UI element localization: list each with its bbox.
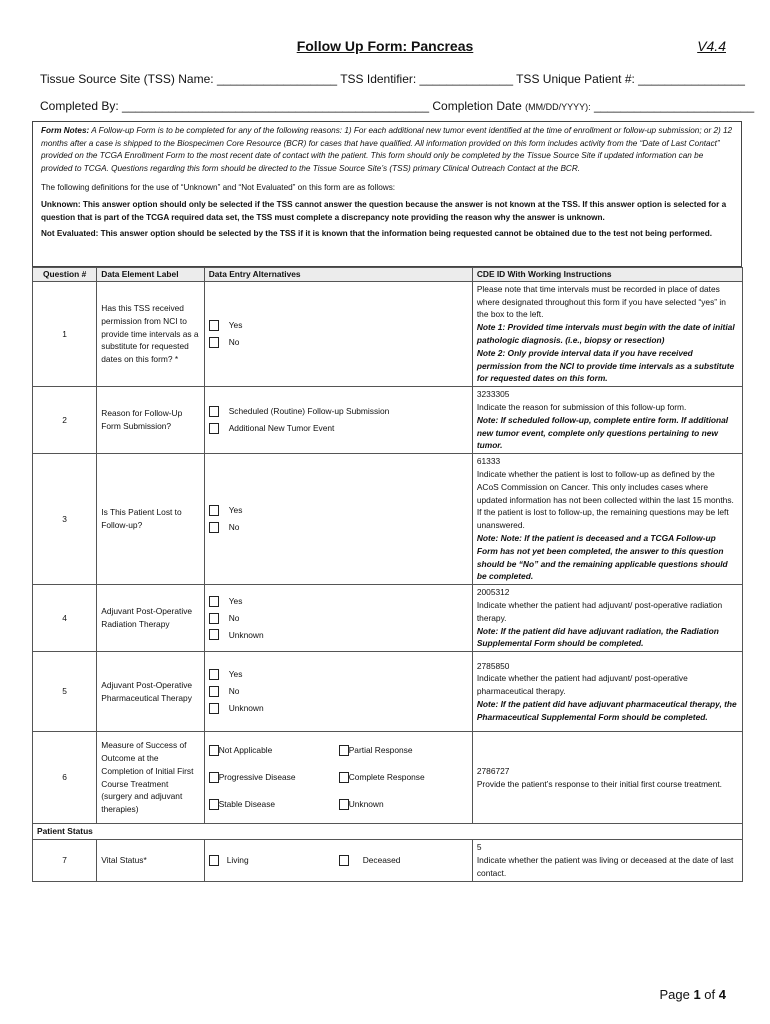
tss-info-line: Tissue Source Site (TSS) Name: __________________ TSS Identifier: ______________ TSS Unique Patient #: ________________ <box>40 72 745 86</box>
checkbox[interactable] <box>209 799 219 810</box>
table-row <box>33 281 743 386</box>
checkbox[interactable] <box>209 686 219 697</box>
cde-instructions: Please note that time intervals must be recorded in place of dates where designated throughout this form if you have selected “yes” in the box to the left. Note 1: Provided time intervals must begin with the date of initial pathologic diagnosis. (i.e., biopsy or resection) Note 2: Only provide interval data if you have received permission from the NCI to provide time intervals as a substitute for requested dates on this form. <box>472 281 742 386</box>
option-yes[interactable]: Yes <box>209 319 468 332</box>
checkbox[interactable] <box>209 337 219 348</box>
answer-options <box>204 585 472 652</box>
table-row <box>33 732 743 824</box>
checkbox[interactable] <box>209 522 219 533</box>
option-unknown[interactable]: Unknown <box>339 798 459 811</box>
option-yes[interactable]: Yes <box>209 595 468 608</box>
table-row <box>33 652 743 732</box>
checkbox[interactable] <box>209 613 219 624</box>
cde-id: 2786727 <box>476 765 510 776</box>
checkbox[interactable] <box>209 423 219 434</box>
question-label: Reason for Follow-Up Form Submission? <box>97 387 204 454</box>
completed-by-text: Completed By: ______________________________________________ Completion Date <box>40 99 526 113</box>
answer-options <box>204 839 472 881</box>
checkbox[interactable] <box>209 596 219 607</box>
col-header-cde: CDE ID With Working Instructions <box>472 268 742 282</box>
cde-instructions: 2785850 Indicate whether the patient had adjuvant/ post-operative pharmaceutical therapy. Note: If the patient did have adjuvant pharmaceutical therapy, the Pharmaceutical Supplemental Form should be completed. <box>472 652 742 732</box>
checkbox[interactable] <box>209 406 219 417</box>
cde-id: 61333 <box>476 456 501 467</box>
option-living[interactable]: Living <box>209 854 339 867</box>
checkbox[interactable] <box>339 772 349 783</box>
form-notes-label: Form Notes: <box>41 126 90 135</box>
question-label: Is This Patient Lost to Follow-up? <box>97 454 204 585</box>
completion-line <box>40 99 754 113</box>
question-label: Measure of Success of Outcome at the Completion of Initial First Course Treatment (surgery and adjuvant therapies) <box>97 732 204 824</box>
checkbox[interactable] <box>209 703 219 714</box>
question-label: Adjuvant Post-Operative Radiation Therapy <box>97 585 204 652</box>
question-number: 3 <box>33 454 97 585</box>
option-partial-response[interactable]: Partial Response <box>339 744 459 757</box>
form-notes <box>41 125 733 175</box>
col-header-question: Question # <box>33 268 97 282</box>
completion-date-blank: ________________________ <box>590 99 755 113</box>
cde-id: 3233305 <box>476 389 510 400</box>
question-number: 2 <box>33 387 97 454</box>
checkbox[interactable] <box>209 855 219 866</box>
question-number: 1 <box>33 281 97 386</box>
cde-instructions: 3233305 Indicate the reason for submission of this follow-up form. Note: If scheduled follow-up, complete entire form. If additional new tumor event, complete only questions pertaining to new tumor. <box>472 387 742 454</box>
checkbox[interactable] <box>209 505 219 516</box>
option-yes[interactable]: Yes <box>209 668 468 681</box>
question-number: 6 <box>33 732 97 824</box>
option-progressive-disease[interactable]: Progressive Disease <box>209 771 339 784</box>
checkbox[interactable] <box>209 629 219 640</box>
answer-options <box>204 387 472 454</box>
answer-options <box>204 732 472 824</box>
checkbox[interactable] <box>339 799 349 810</box>
option-unknown[interactable]: Unknown <box>209 702 468 715</box>
form-title: Follow Up Form: Pancreas <box>296 38 474 54</box>
answer-options <box>204 454 472 585</box>
definitions-intro: The following definitions for the use of “Unknown” and “Not Evaluated” on this form are as follows: <box>41 183 396 193</box>
col-header-alternatives: Data Entry Alternatives <box>204 268 472 282</box>
option-no[interactable]: No <box>209 521 468 534</box>
table-row <box>33 839 743 881</box>
table-row <box>33 387 743 454</box>
form-notes-box <box>32 121 742 267</box>
table-row <box>33 454 743 585</box>
cde-instructions: 5 Indicate whether the patient was living or deceased at the date of last contact. <box>472 839 742 881</box>
col-header-label: Data Element Label <box>97 268 204 282</box>
question-label: Adjuvant Post-Operative Pharmaceutical Therapy <box>97 652 204 732</box>
option-not-applicable[interactable]: Not Applicable <box>209 744 339 757</box>
table-row <box>33 585 743 652</box>
option-complete-response[interactable]: Complete Response <box>339 771 459 784</box>
option-yes[interactable]: Yes <box>209 504 468 517</box>
checkbox[interactable] <box>209 669 219 680</box>
answer-options <box>204 652 472 732</box>
checkbox[interactable] <box>209 745 219 756</box>
date-format-hint: (MM/DD/YYYY): <box>525 102 591 112</box>
cde-id: 2785850 <box>476 660 510 671</box>
question-number: 4 <box>33 585 97 652</box>
option-no[interactable]: No <box>209 685 468 698</box>
checkbox[interactable] <box>209 772 219 783</box>
question-label: Vital Status* <box>97 839 204 881</box>
question-table <box>32 267 743 882</box>
unknown-definition: Unknown: This answer option should only be selected if the TSS cannot answer the question because the answer is not known at the TSS. If this answer option is selected for a question that is part of the TCGA required data set, the TSS must complete a discrepancy note providing the reason why the answer is unknown. <box>41 199 727 222</box>
cde-id: 2005312 <box>476 587 510 598</box>
option-stable-disease[interactable]: Stable Disease <box>209 798 339 811</box>
answer-options <box>204 281 472 386</box>
option-unknown[interactable]: Unknown <box>209 629 468 642</box>
option-no[interactable]: No <box>209 336 468 349</box>
cde-instructions: 2786727 Provide the patient’s response to their initial first course treatment. <box>472 732 742 824</box>
cde-id: 5 <box>476 842 482 853</box>
table-header-row <box>33 268 743 282</box>
cde-instructions: 61333 Indicate whether the patient is lost to follow-up as defined by the ACoS Commission on Cancer. This only includes cases where updated information has not been collected within the last 15 months. If the patient is lost to follow-up, the remaining questions may be left unanswered. Note: Note: If the patient is deceased and a TCGA Follow-up Form has not yet been completed, the answer to this question should be “No” and the remaining applicable questions should be completed. <box>472 454 742 585</box>
page-number: Page 1 of 4 <box>659 987 726 1002</box>
section-row <box>33 824 743 840</box>
not-evaluated-definition: Not Evaluated: This answer option should be selected by the TSS if it is known that the information being requested cannot be obtained due to the test not being performed. <box>41 229 712 239</box>
checkbox[interactable] <box>339 745 349 756</box>
option-new-tumor-event[interactable]: Additional New Tumor Event <box>209 422 468 435</box>
checkbox[interactable] <box>209 320 219 331</box>
form-notes-text: A Follow-up Form is to be completed for any of the following reasons: 1) For each additional new tumor event identified at the time of enrollment or follow-up submission; or 2) 12 months after a case is shipped to the Biospecimen Core Resource (BCR) for cases that have qualified. All information provided on this form includes activity from the “Date of Last Contact” provided on the TCGA Enrollment Form to the most recent date of contact with the patient. This form should only be completed by the Tissue Source Site if updated information can be provided to TCGA. Questions regarding this form should be directed to the Tissue Source Site’s (TSS) primary Clinical Outreach Contact at the BCR. <box>41 126 733 173</box>
question-label: Has this TSS received permission from NCI to provide time intervals as a substitute for requested dates on this form? * <box>97 281 204 386</box>
option-no[interactable]: No <box>209 612 468 625</box>
question-number: 7 <box>33 839 97 881</box>
checkbox[interactable] <box>339 855 349 866</box>
cde-instructions: 2005312 Indicate whether the patient had adjuvant/ post-operative radiation therapy. Note: If the patient did have adjuvant radiation, the Radiation Supplemental Form should be completed. <box>472 585 742 652</box>
section-title: Patient Status <box>33 824 743 840</box>
option-deceased[interactable]: Deceased <box>339 854 459 867</box>
form-version: V4.4 <box>697 38 726 54</box>
option-scheduled[interactable]: Scheduled (Routine) Follow-up Submission <box>209 405 468 418</box>
question-number: 5 <box>33 652 97 732</box>
